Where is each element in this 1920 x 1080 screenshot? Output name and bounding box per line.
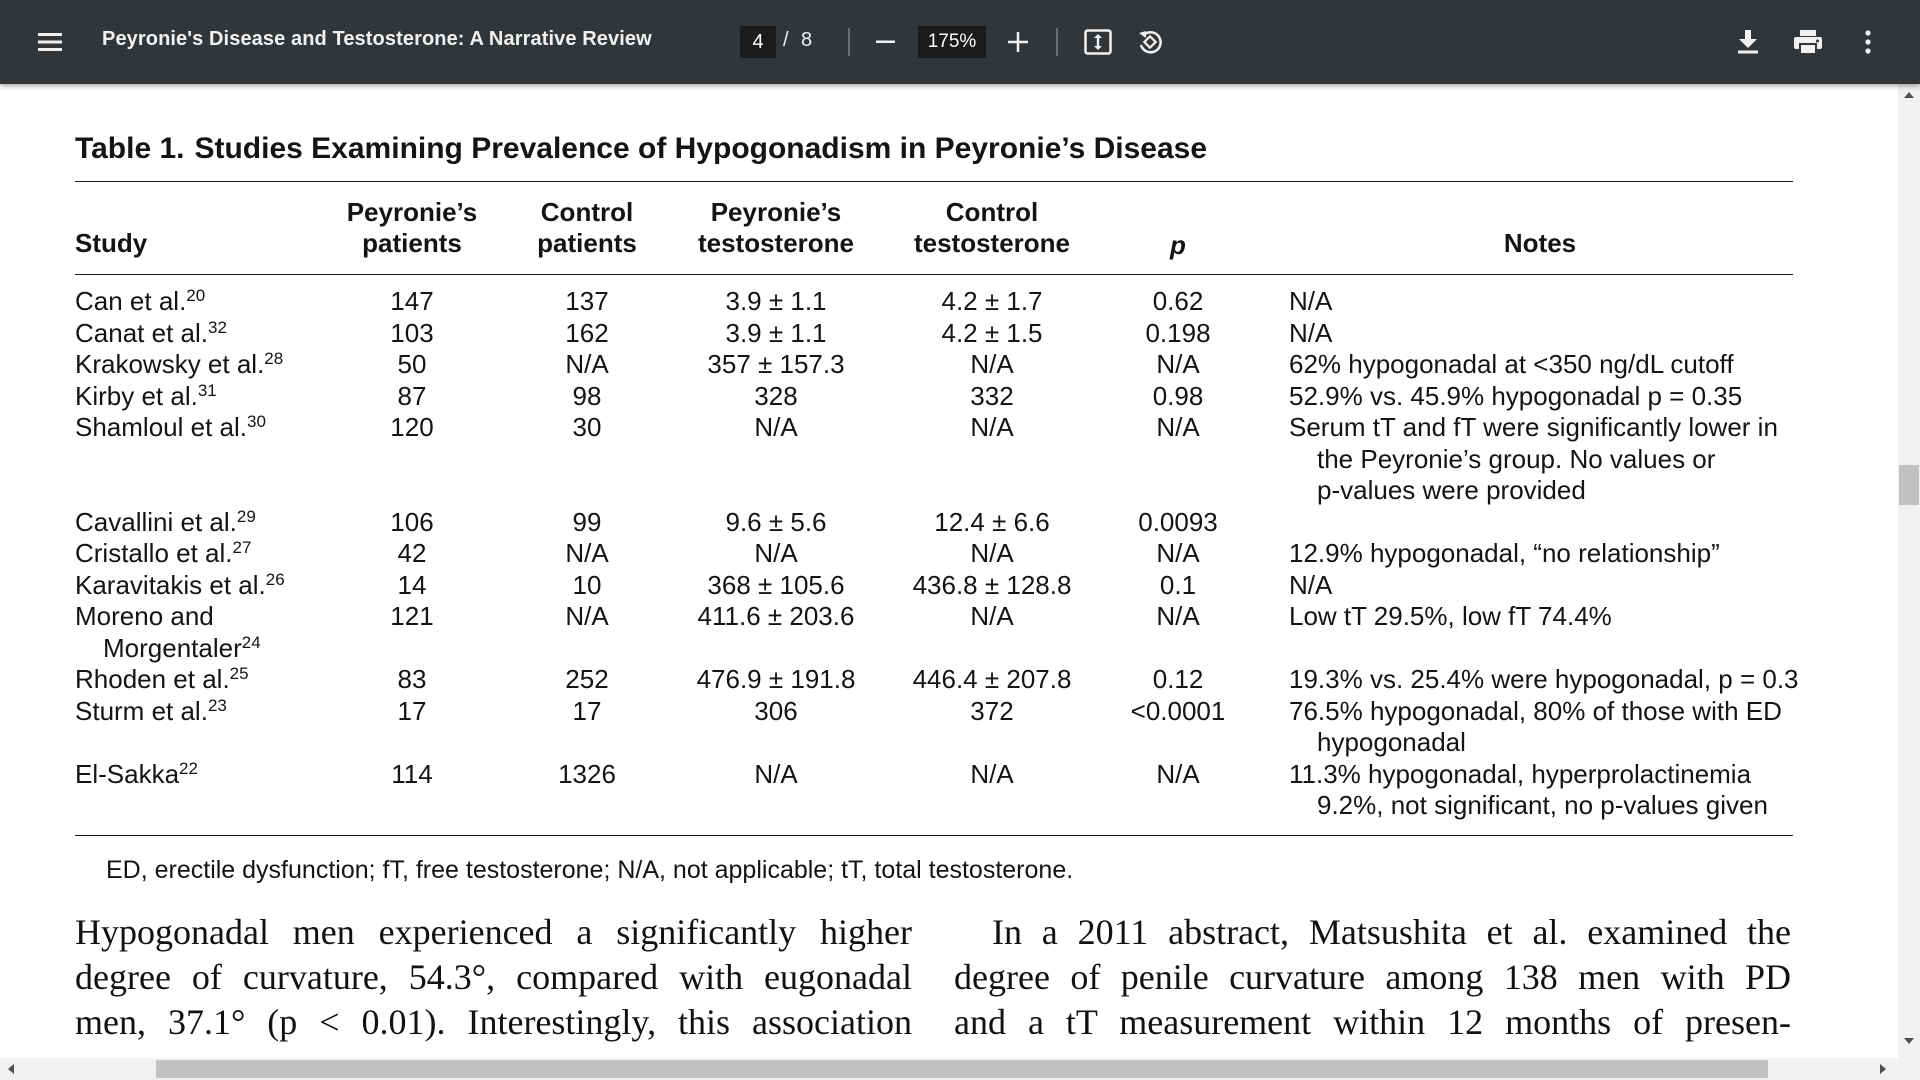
download-icon	[1737, 30, 1759, 54]
table-cell-ctrl-t: 4.2 ± 1.5	[941, 317, 1043, 348]
reference-superscript: 29	[236, 506, 256, 526]
print-button[interactable]	[1788, 22, 1828, 62]
table-cell-ctrl: 99	[572, 506, 602, 537]
table-cell-ctrl: 98	[572, 380, 602, 411]
study-cell: Cavallini et al.$^{29}$	[75, 506, 256, 537]
vertical-scrollbar-thumb[interactable]	[1899, 465, 1919, 505]
study-cell: Canat et al.$^{32}$	[75, 317, 227, 348]
table-cell-pd-t: N/A	[754, 412, 798, 442]
table-cell-pd-t: 306	[754, 695, 798, 726]
table-cell-pd: 103	[390, 317, 434, 348]
table-cell-ctrl-t: N/A	[970, 538, 1014, 568]
table-cell-pd: 87	[397, 380, 427, 411]
table-cell-pd: 42	[397, 538, 427, 568]
table-cell-ctrl-t: N/A	[970, 412, 1014, 442]
table-cell-ctrl: 10	[572, 569, 602, 600]
study-cell: Karavitakis et al.$^{26}$	[75, 569, 285, 600]
table-cell-pd-t: N/A	[754, 758, 798, 789]
table-cell-pd: 17	[397, 695, 427, 726]
page-number-input[interactable]	[740, 26, 776, 58]
table-cell-p: 0.0093	[1138, 506, 1218, 537]
reference-superscript: 32	[207, 317, 227, 337]
header-pd-patients: Peyronie’s patients	[346, 197, 478, 258]
body-line: degree of penile curvature among 138 men with PD	[954, 957, 1791, 997]
notes-cell: 11.3% hypogonadal, hyperprolactinemia 9.2%, not significant, no p-values given	[1289, 758, 1768, 820]
rotate-icon	[1136, 28, 1164, 56]
table-cell-pd: 14	[397, 569, 427, 600]
toolbar-divider	[1056, 28, 1058, 56]
header-notes: Notes	[1503, 228, 1577, 258]
notes-cell: N/A	[1289, 286, 1333, 316]
table-cell-ctrl: 17	[572, 695, 602, 726]
table-cell-pd-t: 476.9 ± 191.8	[696, 664, 856, 694]
table-cell-ctrl-t: N/A	[970, 601, 1014, 631]
table-cell-p: N/A	[1156, 601, 1200, 631]
zoom-level-field[interactable]: 175%	[918, 26, 986, 58]
header-control-testosterone: Control testosterone	[913, 197, 1071, 258]
table-cell-ctrl: 30	[572, 412, 602, 442]
table-cell-pd: 114	[391, 758, 433, 789]
table-cell-p: 0.98	[1152, 380, 1204, 411]
body-line: In a 2011 abstract, Matsushita et al. examined the	[992, 912, 1791, 952]
toolbar-divider	[848, 28, 850, 56]
body-line: men, 37.1° (p < 0.01). Interestingly, this association	[75, 1002, 912, 1042]
table-cell-ctrl: 252	[565, 664, 609, 694]
study-cell: Can et al.$^{20}$	[75, 286, 206, 316]
body-text-left-column	[75, 910, 912, 1045]
table-cell-p: 0.12	[1152, 664, 1204, 694]
reference-superscript: 31	[197, 380, 217, 400]
table-cell-ctrl: N/A	[565, 349, 609, 379]
table-cell-pd-t: 3.9 ± 1.1	[725, 286, 827, 316]
table-cell-ctrl-t: N/A	[970, 349, 1014, 379]
notes-cell: Low tT 29.5%, low fT 74.4%	[1289, 601, 1612, 631]
table-cell-ctrl-t: 372	[970, 695, 1014, 726]
scroll-left-arrow-icon[interactable]	[8, 1064, 14, 1074]
table-title	[75, 132, 1207, 166]
reference-superscript: 24	[241, 632, 261, 652]
notes-cell: N/A	[1289, 317, 1333, 348]
scroll-up-arrow-icon[interactable]	[1904, 92, 1914, 98]
table-cell-ctrl: N/A	[565, 601, 609, 631]
table-cell-p: N/A	[1156, 412, 1200, 442]
study-cell: Shamloul et al.$^{30}$	[75, 412, 266, 442]
body-line: Hypogonadal men experienced a significantly higher	[75, 912, 912, 952]
reference-superscript: 22	[179, 758, 198, 778]
study-cell: Sturm et al.$^{23}$	[75, 695, 227, 726]
notes-cell: N/A	[1289, 569, 1333, 600]
table-cell-p: 0.1	[1159, 569, 1197, 600]
study-cell: Cristallo et al.$^{27}$	[75, 538, 252, 568]
header-p-value: p	[1170, 230, 1186, 260]
zoom-out-button[interactable]	[866, 22, 906, 62]
notes-cell: 19.3% vs. 25.4% were hypogonadal, p = 0.3	[1289, 664, 1799, 694]
table-cell-pd-t: 411.6 ± 203.6	[697, 601, 855, 631]
table-cell-pd-t: 357 ± 157.3	[707, 349, 845, 379]
table-cell-ctrl-t: N/A	[970, 758, 1014, 789]
table-cell-ctrl-t: 436.8 ± 128.8	[912, 569, 1072, 600]
notes-cell: Serum tT and fT were significantly lower in the Peyronie’s group. No values or p-values were provided	[1289, 412, 1778, 505]
reference-superscript: 28	[264, 349, 284, 368]
table-label: Table 1.	[75, 132, 185, 165]
table-cell-p: N/A	[1156, 538, 1200, 568]
print-icon	[1794, 30, 1822, 54]
body-line: and a tT measurement within 12 months of presen-	[954, 1002, 1791, 1042]
table-cell-p: N/A	[1156, 349, 1200, 379]
plus-icon	[1008, 32, 1028, 52]
table-cell-pd: 147	[390, 286, 434, 316]
table-footnote: ED, erectile dysfunction; fT, free testosterone; N/A, not applicable; tT, total testosterone.	[106, 856, 1074, 884]
more-vertical-icon	[1865, 30, 1871, 54]
pdf-toolbar	[0, 0, 1920, 84]
study-cell: El-Sakka$^{22}$	[75, 758, 198, 789]
table-cell-pd: 120	[390, 412, 434, 442]
table-cell-pd-t: 9.6 ± 5.6	[725, 506, 827, 537]
notes-cell: 12.9% hypogonadal, “no relationship”	[1289, 538, 1720, 568]
reference-superscript: 27	[232, 538, 252, 557]
header-control-patients: Control patients	[537, 197, 637, 258]
reference-superscript: 26	[265, 569, 285, 589]
table-top-rule	[75, 181, 1793, 182]
fit-to-page-icon	[1084, 29, 1112, 55]
table-cell-pd-t: 3.9 ± 1.1	[725, 317, 827, 348]
notes-cell: 76.5% hypogonadal, 80% of those with ED hypogonadal	[1289, 695, 1782, 757]
table-cell-p: <0.0001	[1130, 695, 1226, 726]
more-options-button[interactable]	[1848, 22, 1888, 62]
horizontal-scrollbar-thumb[interactable]	[156, 1060, 1768, 1078]
download-button[interactable]	[1728, 22, 1768, 62]
page-separator: /	[783, 29, 789, 51]
table-cell-ctrl-t: 4.2 ± 1.7	[941, 286, 1043, 316]
table-header-rule	[75, 274, 1793, 275]
table-cell-pd: 106	[390, 506, 434, 537]
table-cell-ctrl-t: 332	[970, 380, 1014, 411]
pdf-page	[0, 84, 1898, 1058]
table-cell-ctrl: 1326	[558, 758, 616, 789]
table-bottom-rule	[75, 835, 1793, 836]
header-study: Study	[75, 228, 148, 258]
table-cell-pd-t: 368 ± 105.6	[707, 569, 845, 600]
notes-cell: 52.9% vs. 45.9% hypogonadal p = 0.35	[1289, 380, 1743, 411]
scroll-down-arrow-icon[interactable]	[1904, 1038, 1914, 1044]
table-cell-pd: 83	[397, 664, 427, 694]
notes-cell: 62% hypogonadal at <350 ng/dL cutoff	[1289, 349, 1734, 379]
minus-icon	[876, 40, 896, 44]
study-cell: Krakowsky et al.$^{28}$	[75, 349, 284, 379]
table-cell-pd: 50	[397, 349, 427, 379]
header-pd-testosterone: Peyronie’s testosterone	[697, 197, 855, 258]
reference-superscript: 30	[246, 412, 266, 431]
body-line: degree of curvature, 54.3°, compared with eugonadal	[75, 957, 912, 997]
study-cell: Rhoden et al.$^{25}$	[75, 664, 249, 694]
table-cell-p: 0.198	[1145, 317, 1211, 348]
table-cell-ctrl: 162	[565, 317, 609, 348]
table-cell-pd: 121	[390, 601, 434, 631]
reference-superscript: 23	[207, 695, 227, 715]
table-cell-p: N/A	[1156, 758, 1200, 789]
scroll-right-arrow-icon[interactable]	[1880, 1064, 1886, 1074]
study-cell: Moreno and Morgentaler$^{24}$	[75, 601, 261, 663]
study-cell: Kirby et al.$^{31}$	[75, 380, 217, 411]
table-cell-ctrl-t: 12.4 ± 6.6	[934, 506, 1050, 537]
zoom-in-button[interactable]	[998, 22, 1038, 62]
table-cell-p: 0.62	[1152, 286, 1204, 316]
page-total: 8	[801, 29, 813, 51]
vertical-scrollbar[interactable]	[1898, 84, 1920, 1058]
fit-to-page-button[interactable]	[1078, 22, 1118, 62]
table-cell-pd-t: 328	[754, 380, 798, 411]
table-cell-pd-t: N/A	[754, 538, 798, 568]
table-title-text: Studies Examining Prevalence of Hypogonadism in Peyronie’s Disease	[194, 132, 1208, 165]
reference-superscript: 25	[229, 664, 249, 683]
table-cell-ctrl: 137	[565, 286, 609, 316]
table-cell-ctrl-t: 446.4 ± 207.8	[912, 664, 1072, 694]
rotate-button[interactable]	[1130, 22, 1170, 62]
body-text-right-column	[954, 910, 1791, 1045]
hamburger-menu-icon[interactable]	[30, 22, 72, 62]
reference-superscript: 20	[186, 286, 206, 305]
table-cell-ctrl: N/A	[565, 538, 609, 568]
document-title: Peyronie's Disease and Testosterone: A Narrative Review	[102, 28, 652, 50]
